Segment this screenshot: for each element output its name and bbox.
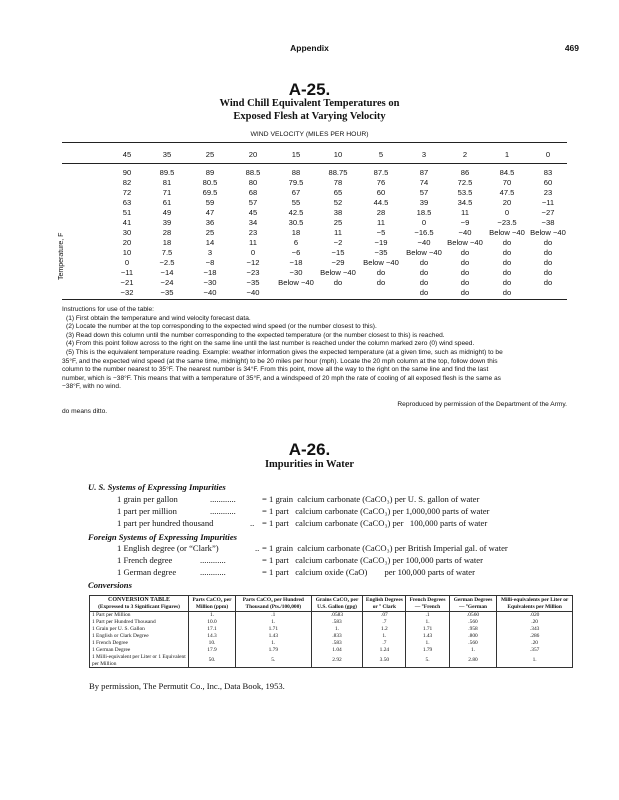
wind-chill-cell: −23.5 bbox=[497, 218, 517, 227]
wind-chill-cell: −16.5 bbox=[414, 228, 434, 237]
wind-chill-cell: Below −40 bbox=[530, 228, 566, 237]
conversion-value: 10. bbox=[189, 640, 236, 647]
wind-chill-cell: do bbox=[419, 288, 429, 297]
wind-chill-cell: Below −40 bbox=[447, 238, 483, 247]
wind-speed-header: 45 bbox=[122, 150, 132, 159]
conversion-value: 1. bbox=[311, 626, 363, 633]
conversion-value: .343 bbox=[497, 626, 573, 633]
conversion-row bbox=[90, 626, 573, 633]
wind-chill-cell: do bbox=[419, 258, 429, 267]
foreign-systems-title: Foreign Systems of Expressing Impurities bbox=[88, 532, 237, 542]
wind-chill-cell: 63 bbox=[122, 198, 132, 207]
wind-chill-cell: do bbox=[460, 248, 470, 257]
conversion-value: 1.79 bbox=[236, 647, 312, 654]
impurity-row bbox=[0, 518, 619, 529]
a25-number: A-25. bbox=[288, 80, 331, 99]
conversion-row bbox=[90, 654, 573, 668]
conversion-value: .958 bbox=[449, 626, 497, 633]
leader-dots: ............ bbox=[200, 555, 226, 565]
conversion-value: 1.43 bbox=[236, 633, 312, 640]
wind-chill-cell: 39 bbox=[162, 218, 172, 227]
wind-speed-header: 15 bbox=[291, 150, 301, 159]
wind-chill-cell: −30 bbox=[203, 278, 217, 287]
wind-chill-cell: 30.5 bbox=[288, 218, 304, 227]
wind-chill-cell: 44.5 bbox=[373, 198, 389, 207]
wind-chill-cell: 70 bbox=[502, 178, 512, 187]
wind-chill-row bbox=[0, 258, 619, 268]
conversion-table-corner bbox=[90, 596, 189, 612]
wind-chill-cell: 28 bbox=[376, 208, 386, 217]
conversion-value: .20 bbox=[497, 640, 573, 647]
wind-chill-cell: 88.5 bbox=[245, 168, 261, 177]
credit-block bbox=[62, 401, 567, 415]
conversion-column-header: English Degrees or ° Clark bbox=[363, 596, 406, 612]
wind-chill-cell: 82 bbox=[122, 178, 132, 187]
wind-chill-cell: do bbox=[502, 268, 512, 277]
conversion-value: 17.1 bbox=[189, 626, 236, 633]
wind-speed-header: 5 bbox=[378, 150, 384, 159]
instruction-line: 35°F, and the expected wind speed (at the same time, midnight) to be 20 miles per hour (mph). Locate the 20 mph column at the top, follow down this bbox=[62, 357, 498, 365]
running-head: Appendix bbox=[290, 43, 329, 53]
wind-chill-cell: −19 bbox=[374, 238, 388, 247]
wind-chill-cell: −32 bbox=[120, 288, 134, 297]
wind-speed-header: 35 bbox=[162, 150, 172, 159]
conversion-value: .800 bbox=[449, 633, 497, 640]
wind-chill-cell: 69.5 bbox=[202, 188, 218, 197]
conversion-value: .583 bbox=[311, 640, 363, 647]
a26-title: Impurities in Water bbox=[264, 459, 355, 470]
conversion-value: .1 bbox=[236, 612, 312, 619]
wind-chill-cell: do bbox=[543, 268, 553, 277]
conversion-row-label: 1 French Degree bbox=[90, 640, 189, 647]
wind-chill-cell: Below −40 bbox=[406, 248, 442, 257]
wind-chill-cell: 57 bbox=[248, 198, 258, 207]
wind-chill-cell: 28 bbox=[162, 228, 172, 237]
conversion-value: 1.2 bbox=[363, 626, 406, 633]
wind-chill-cell: −8 bbox=[205, 258, 215, 267]
wind-chill-cell: 23 bbox=[248, 228, 258, 237]
wind-chill-cell: 87 bbox=[419, 168, 429, 177]
conversion-row-label: 1 Part per Hundred Thousand bbox=[90, 619, 189, 626]
wind-chill-row bbox=[0, 188, 619, 198]
wind-chill-cell: 6 bbox=[293, 238, 299, 247]
conversion-table-body bbox=[90, 612, 573, 668]
wind-chill-cell: 23 bbox=[543, 188, 553, 197]
temperature-axis-label: Temperature, F bbox=[58, 232, 65, 280]
impurity-row bbox=[0, 567, 619, 578]
conversion-value: .583 bbox=[311, 619, 363, 626]
wind-chill-cell: 83 bbox=[543, 168, 553, 177]
wind-chill-row bbox=[0, 288, 619, 298]
impurity-unit: 1 English degree (or “Clark”) bbox=[117, 543, 219, 553]
conversion-column-header: Parts CaCO₃ per Million (ppm) bbox=[189, 596, 236, 612]
wind-chill-cell: 51 bbox=[122, 208, 132, 217]
conversion-column-header: Parts CaCO₃ per Hundred Thousand (Pts./100,000) bbox=[236, 596, 312, 612]
impurity-definition: = 1 grain calcium carbonate (CaCO₃) per U. S. gallon of water bbox=[262, 494, 480, 504]
conversions-title: Conversions bbox=[88, 580, 132, 590]
wind-chill-row bbox=[0, 208, 619, 218]
wind-chill-cell: do bbox=[502, 288, 512, 297]
conversion-value: .07 bbox=[363, 612, 406, 619]
a25-title-line1: Wind Chill Equivalent Temperatures on bbox=[219, 98, 400, 109]
conversion-row bbox=[90, 633, 573, 640]
wind-chill-cell: −9 bbox=[460, 218, 470, 227]
wind-chill-cell: −18 bbox=[203, 268, 217, 277]
conversion-value: .286 bbox=[497, 633, 573, 640]
conversion-value: 1. bbox=[406, 619, 449, 626]
wind-chill-cell: 74 bbox=[419, 178, 429, 187]
impurity-unit: 1 French degree bbox=[117, 555, 173, 565]
wind-speed-header: 0 bbox=[545, 150, 551, 159]
impurity-definition: = 1 part calcium carbonate (CaCO₃) per 100,000 parts of water bbox=[262, 555, 483, 565]
conversion-value: .1 bbox=[406, 612, 449, 619]
table-rule-bottom bbox=[62, 299, 567, 300]
wind-chill-cell: do bbox=[543, 278, 553, 287]
wind-chill-cell: 76 bbox=[376, 178, 386, 187]
wind-chill-cell: 18 bbox=[291, 228, 301, 237]
conversion-row-label: 1 English or Clark Degree bbox=[90, 633, 189, 640]
conversion-value: 1.79 bbox=[406, 647, 449, 654]
wind-chill-cell: 42.5 bbox=[288, 208, 304, 217]
wind-chill-cell: 20 bbox=[122, 238, 132, 247]
impurity-definition: = 1 grain calcium carbonate (CaCO₃) per British Imperial gal. of water bbox=[262, 543, 508, 553]
wind-chill-cell: do bbox=[543, 238, 553, 247]
impurity-unit: 1 part per hundred thousand bbox=[117, 518, 214, 528]
impurity-definition: = 1 part calcium oxide (CaO) per 100,000 parts of water bbox=[262, 567, 475, 577]
wind-chill-cell: −15 bbox=[331, 248, 345, 257]
conversion-value: .020 bbox=[497, 612, 573, 619]
conversion-value: .560 bbox=[449, 640, 497, 647]
wind-chill-cell: do bbox=[460, 258, 470, 267]
wind-chill-cell: 67 bbox=[291, 188, 301, 197]
wind-chill-row bbox=[0, 198, 619, 208]
wind-chill-cell: Below −40 bbox=[278, 278, 314, 287]
wind-chill-cell: 60 bbox=[543, 178, 553, 187]
conversion-value: 17.9 bbox=[189, 647, 236, 654]
wind-velocity-label: WIND VELOCITY (MILES PER HOUR) bbox=[250, 131, 369, 138]
wind-chill-cell: 80 bbox=[248, 178, 258, 187]
wind-chill-row bbox=[0, 278, 619, 288]
wind-chill-cell: 89 bbox=[205, 168, 215, 177]
wind-chill-cell: 10 bbox=[122, 248, 132, 257]
conversion-column-header: French Degrees — °French bbox=[406, 596, 449, 612]
wind-chill-cell: −18 bbox=[289, 258, 303, 267]
impurity-unit: 1 German degree bbox=[117, 567, 177, 577]
wind-chill-cell: do bbox=[502, 278, 512, 287]
impurity-row bbox=[0, 555, 619, 566]
conversion-row bbox=[90, 647, 573, 654]
wind-chill-cell: 53.5 bbox=[457, 188, 473, 197]
wind-speed-header: 20 bbox=[248, 150, 258, 159]
wind-chill-cell: 39 bbox=[419, 198, 429, 207]
wind-chill-cell: 11 bbox=[334, 228, 342, 237]
conversion-value: 1.43 bbox=[406, 633, 449, 640]
a25-title bbox=[0, 98, 619, 123]
wind-chill-cell: 72.5 bbox=[457, 178, 473, 187]
wind-chill-cell: 55 bbox=[291, 198, 301, 207]
conversion-table-title: CONVERSION TABLE bbox=[108, 597, 170, 603]
wind-chill-cell: 72 bbox=[122, 188, 132, 197]
wind-chill-cell: 49 bbox=[162, 208, 172, 217]
wind-chill-cell: −40 bbox=[458, 228, 472, 237]
conversion-value: 50. bbox=[189, 654, 236, 668]
conversion-row bbox=[90, 640, 573, 647]
conversion-value: 2.80 bbox=[449, 654, 497, 668]
wind-chill-cell: 71 bbox=[162, 188, 172, 197]
conversion-value: 1. bbox=[236, 640, 312, 647]
wind-chill-cell: −29 bbox=[331, 258, 345, 267]
wind-chill-cell: −30 bbox=[289, 268, 303, 277]
table-rule-header bbox=[62, 163, 567, 164]
wind-chill-row bbox=[0, 248, 619, 258]
conversion-value: .0583 bbox=[311, 612, 363, 619]
wind-chill-cell: 34.5 bbox=[457, 198, 473, 207]
instruction-line: −38°F, with no wind. bbox=[62, 383, 121, 391]
instruction-line: number, which is −38°F. This means that with a temperature of 35°F, and a windspeed of 20 mph the rate of cooling of all exposed flesh is the same as bbox=[62, 374, 501, 382]
wind-chill-cell: 0 bbox=[250, 248, 256, 257]
conversion-table-subtitle: (Expressed to 3 Significant Figures) bbox=[98, 603, 180, 610]
conversion-value: 3.50 bbox=[363, 654, 406, 668]
impurity-unit: 1 part per million bbox=[117, 506, 177, 516]
leader-dots: ............ bbox=[210, 494, 236, 504]
wind-chill-cell: −35 bbox=[246, 278, 260, 287]
wind-chill-cell: 68 bbox=[248, 188, 258, 197]
conversion-table-header bbox=[90, 596, 573, 612]
wind-chill-cell: −27 bbox=[541, 208, 555, 217]
conversion-value: 1. bbox=[497, 654, 573, 668]
conversion-value: 1.24 bbox=[363, 647, 406, 654]
conversion-row-label: 1 Milli-equivalent per Liter or 1 Equivalent per Million bbox=[90, 654, 189, 668]
table-rule-top bbox=[62, 142, 567, 143]
a26-number: A-26. bbox=[288, 440, 331, 459]
wind-chill-cell: −23 bbox=[246, 268, 260, 277]
wind-chill-cell: 38 bbox=[333, 208, 343, 217]
wind-chill-cell: do bbox=[333, 278, 343, 287]
a25-title-line2: Exposed Flesh at Varying Velocity bbox=[233, 110, 386, 122]
leader-dots: .. bbox=[250, 518, 255, 528]
wind-chill-cell: −21 bbox=[120, 278, 134, 287]
instruction-line: column to the number nearest to 35°F. The nearest number is 34°F. From this point, move all the way to the right on the same line and find the last bbox=[62, 366, 489, 374]
wind-chill-cell: 87.5 bbox=[373, 168, 389, 177]
wind-chill-cell: 65 bbox=[333, 188, 343, 197]
wind-chill-cell: 36 bbox=[205, 218, 215, 227]
wind-chill-cell: do bbox=[460, 278, 470, 287]
conversion-row-label: 1 Part per Million bbox=[90, 612, 189, 619]
wind-chill-cell: 88.75 bbox=[328, 168, 348, 177]
conversion-value: 1. bbox=[449, 647, 497, 654]
impurity-definition: = 1 part calcium carbonate (CaCO₃) per 100,000 parts of water bbox=[262, 518, 488, 528]
conversion-value: 1. bbox=[189, 612, 236, 619]
ditto-note: do means ditto. bbox=[62, 408, 108, 415]
wind-chill-cell: 79.5 bbox=[288, 178, 304, 187]
wind-chill-cell: 0 bbox=[421, 218, 427, 227]
wind-chill-cell: 45 bbox=[248, 208, 258, 217]
conversion-value: 1. bbox=[406, 640, 449, 647]
wind-chill-cell: 47.5 bbox=[499, 188, 515, 197]
leader-dots: .. bbox=[255, 543, 260, 553]
page-header bbox=[0, 43, 619, 57]
impurity-row bbox=[0, 506, 619, 517]
conversion-value: 1.71 bbox=[236, 626, 312, 633]
wind-chill-cell: 30 bbox=[122, 228, 132, 237]
wind-chill-cell: 78 bbox=[333, 178, 343, 187]
conversion-value: 2.92 bbox=[311, 654, 363, 668]
instruction-line: (3) Read down this column until the number corresponding to the expected temperature (or the number closest to this) is reached. bbox=[66, 331, 445, 339]
wind-chill-cell: 60 bbox=[376, 188, 386, 197]
wind-chill-cell: 52 bbox=[333, 198, 343, 207]
page-number: 469 bbox=[564, 43, 579, 53]
wind-chill-cell: 84.5 bbox=[499, 168, 515, 177]
conversion-row-label: 1 Grain per U. S. Gallon bbox=[90, 626, 189, 633]
wind-chill-cell: 11 bbox=[461, 208, 469, 217]
impurity-definition: = 1 part calcium carbonate (CaCO₃) per 1,000,000 parts of water bbox=[262, 506, 490, 516]
wind-chill-cell: do bbox=[543, 248, 553, 257]
wind-chill-cell: −35 bbox=[374, 248, 388, 257]
wind-chill-cell: −40 bbox=[246, 288, 260, 297]
wind-chill-cell: −5 bbox=[376, 228, 386, 237]
wind-chill-row bbox=[0, 168, 619, 178]
wind-chill-cell: −12 bbox=[246, 258, 260, 267]
conversion-value: .7 bbox=[363, 640, 406, 647]
wind-chill-row bbox=[0, 178, 619, 188]
wind-chill-cell: 0 bbox=[504, 208, 510, 217]
wind-chill-cell: −24 bbox=[160, 278, 174, 287]
wind-chill-cell: do bbox=[460, 288, 470, 297]
wind-chill-cell: 3 bbox=[207, 248, 213, 257]
wind-chill-cell: 18 bbox=[162, 238, 172, 247]
instruction-line: (5) This is the equivalent temperature reading. Example: weather information gives the expected temperature (at a given time, such as midnight) to be bbox=[66, 348, 503, 356]
wind-chill-cell: do bbox=[419, 278, 429, 287]
wind-chill-cell: Below −40 bbox=[363, 258, 399, 267]
instruction-line: Instructions for use of the table: bbox=[62, 306, 154, 313]
conversion-value: 5. bbox=[236, 654, 312, 668]
leader-dots: ............ bbox=[200, 567, 226, 577]
wind-chill-cell: Below −40 bbox=[489, 228, 525, 237]
wind-chill-cell: 59 bbox=[205, 198, 215, 207]
wind-chill-cell: 25 bbox=[333, 218, 343, 227]
conversion-value: 14.3 bbox=[189, 633, 236, 640]
leader-dots: ............ bbox=[210, 506, 236, 516]
wind-chill-cell: −38 bbox=[541, 218, 555, 227]
wind-chill-cell: do bbox=[419, 268, 429, 277]
wind-chill-cell: −6 bbox=[291, 248, 301, 257]
wind-chill-cell: 7.5 bbox=[161, 248, 173, 257]
wind-chill-cell: −40 bbox=[417, 238, 431, 247]
conversion-value: 1. bbox=[236, 619, 312, 626]
wind-chill-row bbox=[0, 218, 619, 228]
wind-chill-cell: 18.5 bbox=[416, 208, 432, 217]
wind-chill-cell: 80.5 bbox=[202, 178, 218, 187]
conversion-row-label: 1 German Degree bbox=[90, 647, 189, 654]
impurity-row bbox=[0, 543, 619, 554]
wind-chill-cell: −2.5 bbox=[159, 258, 175, 267]
conversion-row bbox=[90, 619, 573, 626]
wind-chill-cell: −14 bbox=[160, 268, 174, 277]
wind-chill-cell: −11 bbox=[120, 268, 134, 277]
wind-chill-cell: 57 bbox=[419, 188, 429, 197]
wind-chill-cell: 11 bbox=[249, 238, 257, 247]
conversion-value: 1.71 bbox=[406, 626, 449, 633]
wind-chill-cell: 47 bbox=[205, 208, 215, 217]
wind-speed-header: 3 bbox=[421, 150, 427, 159]
wind-chill-cell: 11 bbox=[377, 218, 385, 227]
wind-chill-row bbox=[0, 268, 619, 278]
conversion-table bbox=[89, 595, 573, 668]
wind-speed-header: 1 bbox=[504, 150, 510, 159]
wind-chill-cell: −11 bbox=[541, 198, 555, 207]
wind-chill-cell: 41 bbox=[122, 218, 132, 227]
wind-chill-cell: 20 bbox=[502, 198, 512, 207]
wind-chill-cell: −35 bbox=[160, 288, 174, 297]
army-credit: Reproduced by permission of the Department of the Army. bbox=[397, 401, 567, 408]
conversion-value: .0560 bbox=[449, 612, 497, 619]
conversion-value: .357 bbox=[497, 647, 573, 654]
conversion-value: .560 bbox=[449, 619, 497, 626]
wind-chill-cell: do bbox=[376, 268, 386, 277]
wind-chill-cell: 0 bbox=[124, 258, 130, 267]
instruction-line: (1) First obtain the temperature and wind velocity forecast data. bbox=[66, 314, 251, 322]
conversion-column-header: Grains CaCO₃ per U.S. Gallon (gpg) bbox=[311, 596, 363, 612]
wind-chill-cell: −40 bbox=[203, 288, 217, 297]
conversion-column-header: Milli-equivalents per Liter or Equivalents per Million bbox=[497, 596, 573, 612]
wind-chill-cell: do bbox=[502, 248, 512, 257]
wind-chill-cell: do bbox=[543, 258, 553, 267]
wind-chill-cell: 90 bbox=[122, 168, 132, 177]
wind-chill-row bbox=[0, 228, 619, 238]
wind-chill-row bbox=[0, 238, 619, 248]
conversion-value: 10.0 bbox=[189, 619, 236, 626]
instructions bbox=[62, 306, 572, 392]
conversion-value: 1. bbox=[363, 633, 406, 640]
permutit-credit: By permission, The Permutit Co., Inc., Data Book, 1953. bbox=[89, 681, 285, 691]
wind-chill-cell: 25 bbox=[205, 228, 215, 237]
wind-chill-cell: do bbox=[502, 238, 512, 247]
us-systems-title: U. S. Systems of Expressing Impurities bbox=[88, 482, 226, 492]
wind-chill-cell: do bbox=[502, 258, 512, 267]
conversion-value: 1.04 bbox=[311, 647, 363, 654]
wind-speed-header: 10 bbox=[333, 150, 343, 159]
conversion-row bbox=[90, 612, 573, 619]
wind-chill-cell: 86 bbox=[460, 168, 470, 177]
wind-chill-cell: 89.5 bbox=[159, 168, 175, 177]
wind-chill-cell: 61 bbox=[162, 198, 172, 207]
wind-chill-cell: 81 bbox=[162, 178, 172, 187]
conversion-value: 5. bbox=[406, 654, 449, 668]
wind-chill-cell: Below −40 bbox=[320, 268, 356, 277]
wind-chill-cell: do bbox=[460, 268, 470, 277]
impurity-unit: 1 grain per gallon bbox=[117, 494, 178, 504]
conversion-value: .7 bbox=[363, 619, 406, 626]
impurity-row bbox=[0, 494, 619, 505]
conversion-column-header: German Degrees — °German bbox=[449, 596, 497, 612]
wind-chill-cell: 34 bbox=[248, 218, 258, 227]
wind-speed-header: 2 bbox=[462, 150, 468, 159]
instruction-line: (4) From this point follow across to the right on the same line until the last number is reached under the column marked zero (0) wind speed. bbox=[66, 340, 475, 348]
wind-chill-cell: −2 bbox=[333, 238, 343, 247]
conversion-value: .20 bbox=[497, 619, 573, 626]
conversion-value: .833 bbox=[311, 633, 363, 640]
wind-chill-cell: 88 bbox=[291, 168, 301, 177]
wind-chill-cell: 14 bbox=[205, 238, 215, 247]
wind-speed-header: 25 bbox=[205, 150, 215, 159]
instruction-line: (2) Locate the number at the top corresponding to the expected wind speed (or the number closest to this). bbox=[66, 323, 377, 331]
wind-chill-cell: do bbox=[376, 278, 386, 287]
